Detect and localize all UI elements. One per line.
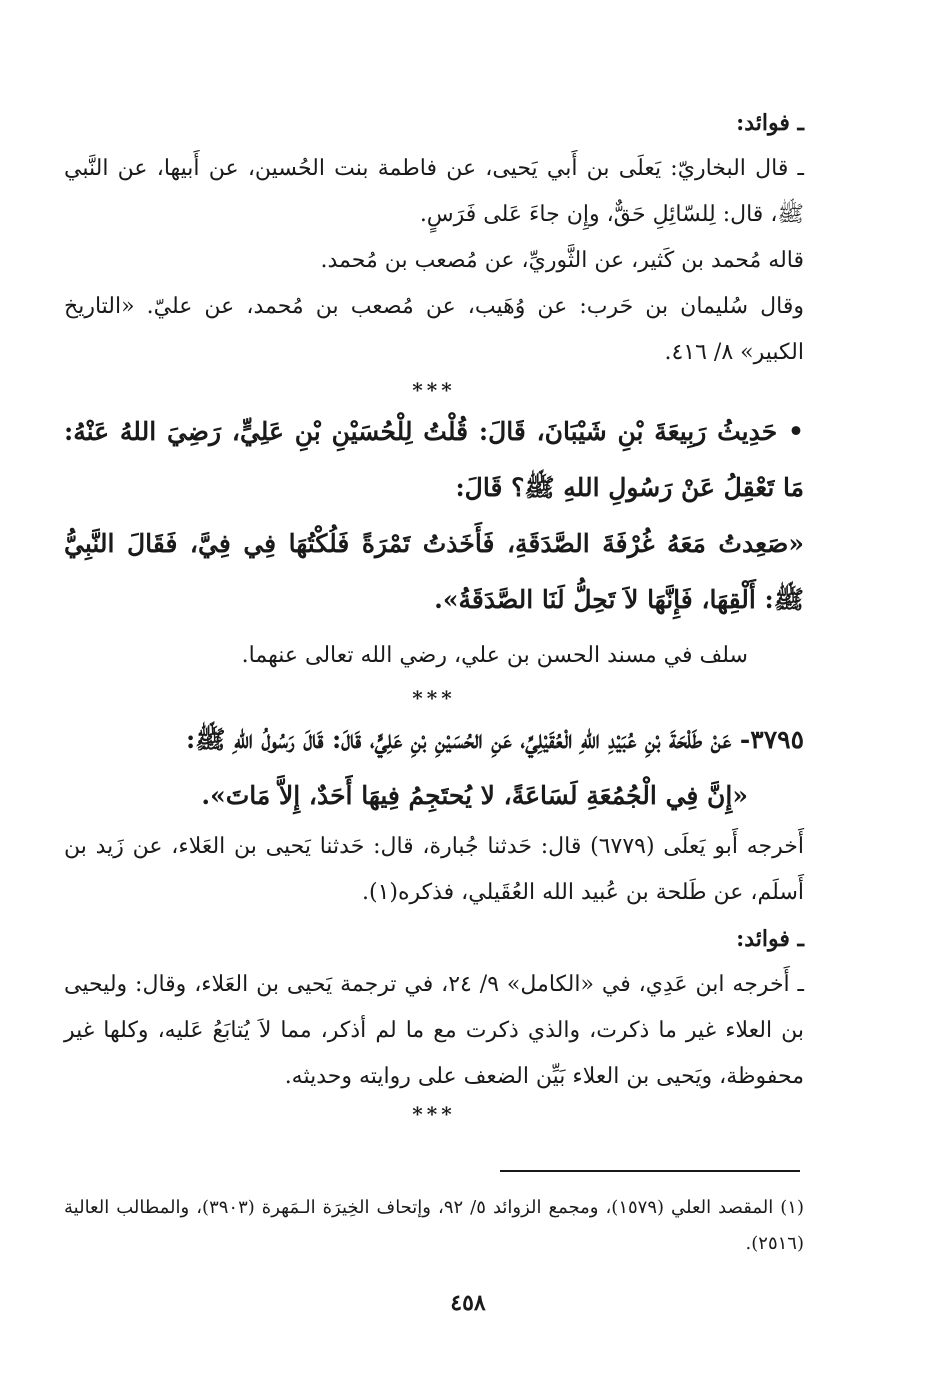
hadith-text: «إِنَّ فِي الْجُمُعَةِ لَسَاعَةً، لا يُحتَجِمُ فِيهَا أَحَدٌ، إِلاَّ مَاتَ». — [201, 781, 748, 810]
paragraph: قاله مُحمد بن كَثير، عن الثَّوريِّ، عن مُصعب بن مُحمد. — [320, 248, 804, 273]
separator-stars: *** — [412, 686, 456, 710]
hadith-intro: ٣٧٩٥- عَنْ طَلْحَةَ بْنِ عُبَيْدِ اللهِ الْعُقَيْلِيِّ، عَنِ الحُسَيْنِ بْنِ عَلِيٍّ، قَالَ: قَالَ رَسُولُ اللهِ ﷺ: — [186, 725, 804, 754]
footnote: (١) المقصد العلي (١٥٧٩)، ومجمع الزوائد ٥/ ٩٢، وإتحاف الخِيرَة الـمَهرة (٣٩٠٣)، والمطالب العالية (٢٥١٦). — [64, 1197, 804, 1254]
takhrij-paragraph: أَخرجه أَبو يَعلَى (٦٧٧٩) قال: حَدثنا جُبارة، قال: حَدثنا يَحيى بن العَلاء، عن زَيد بن أَسلَم، عن طَلحة بن عُبيد الله العُقَيلي، فذكره(١). — [64, 834, 805, 905]
section-heading: ـ فوائد: — [736, 110, 804, 136]
hadith-intro: • حَدِيثُ رَبِيعَةَ بْنِ شَيْبَانَ، قَالَ: قُلْتُ لِلْحُسَيْنِ بْنِ عَلِيٍّ، رَضِيَ اللهُ عَنْهُ: مَا تَعْقِلُ عَنْ رَسُولِ اللهِ ﷺ؟ قَالَ: — [64, 417, 804, 502]
paragraph: ـ قال البخاريّ: يَعلَى بن أَبي يَحيى، عن فاطمة بنت الحُسين، عن أَبيها، عن النَّبي ﷺ، قال: لِلسّائِلِ حَقٌّ، وإِن جاءَ عَلى فَرَسٍ. — [64, 156, 804, 227]
page-number: ٤٥٨ — [450, 1290, 486, 1316]
paragraph: وقال سُليمان بن حَرب: عن وُهَيب، عن مُصعب بن مُحمد، عن عليّ. «التاريخ الكبير» ٨/ ٤١٦. — [64, 294, 804, 365]
separator-stars: *** — [412, 378, 456, 402]
footnote-divider — [500, 1170, 800, 1172]
page-body — [64, 100, 804, 1128]
hadith-text: «صَعِدتُ مَعَهُ غُرْفَةَ الصَّدَقَةِ، فَأَخَذتُ تَمْرَةً فَلُكْتُهَا فِي فِيَّ، فَقَالَ النَّبِيُّ ﷺ: أَلْقِهَا، فَإِنَّهَا لاَ تَحِلُّ لَنَا الصَّدَقَةُ». — [64, 529, 804, 614]
cross-reference-note: سلف في مسند الحسن بن علي، رضي الله تعالى عنهما. — [241, 643, 748, 668]
paragraph: ـ أَخرجه ابن عَدِي، في «الكامل» ٩/ ٢٤، في ترجمة يَحيى بن العَلاء، وقال: وليحيى بن العلاء غير ما ذكرت، والذي ذكرت مع ما لم أذكر، مما لاَ يُتابَعُ عَليه، وكلها غير محفوظة، ويَحيى بن العلاء بَيِّن الضعف على روايته وحديثه. — [64, 972, 805, 1089]
section-heading: ـ فوائد: — [736, 926, 804, 952]
separator-stars: *** — [412, 1102, 456, 1126]
